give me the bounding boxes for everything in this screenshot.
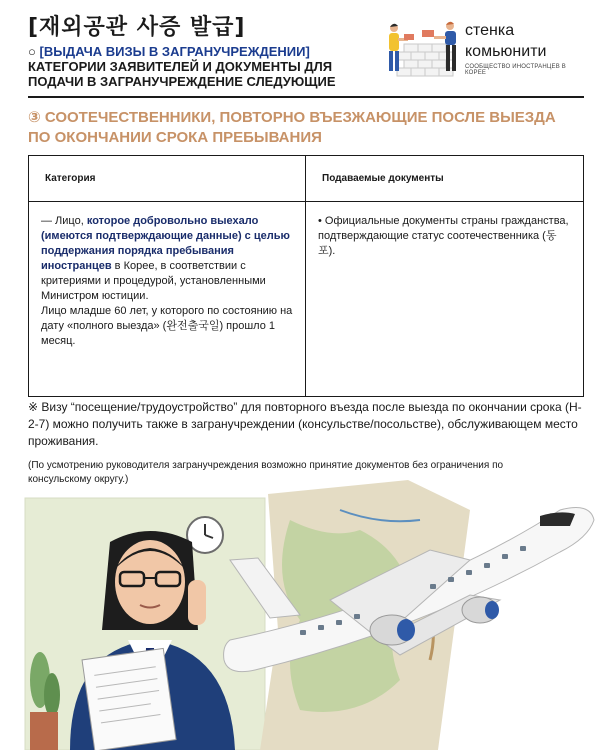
note-secondary: (По усмотрению руководителя загранучреждения возможно принятие документов без ограничения по консульскому округу.) <box>28 460 504 485</box>
logo <box>382 14 582 84</box>
category-rest: в Корее, в соответствии с критериями и процедурой, установленными Министром юстиции. <box>41 260 266 302</box>
page-subtitle <box>28 44 368 89</box>
category-bold: которое добровольно выехало (имеются подтверждающие данные) с целью поддержания порядка пребывания иностранцев <box>41 215 290 272</box>
logo-name <box>465 20 546 62</box>
note-main: ※ Визу “посещение/трудоустройство” для повторного въезда после выезда по окончании срока (H-2-7) можно получить также в загранучреждении (консульстве/посольстве), обслуживающем место проживания. <box>28 400 582 448</box>
workers-building-wall-icon <box>382 14 462 84</box>
illustration <box>0 480 600 750</box>
table-row <box>29 202 584 397</box>
header-category: Категория <box>29 156 306 202</box>
logo-line-1: стенка <box>465 22 515 39</box>
documents-cell: • Официальные документы страны гражданства, подтверждающие статус соотечественника (동포). <box>306 202 584 397</box>
category-age: Лицо младше 60 лет, у которого по состоянию на дату «полного выезда» (완전출국일) прошло 1 месяц. <box>41 305 293 347</box>
subtitle-rest: КАТЕГОРИИ ЗАЯВИТЕЛЕЙ И ДОКУМЕНТЫ ДЛЯ ПОДАЧИ В ЗАГРАНУЧРЕЖДЕНИЕ СЛЕДУЮЩИЕ <box>28 59 336 89</box>
logo-line-2: комьюнити <box>465 43 547 60</box>
wall-clock-icon <box>187 517 223 553</box>
subtitle-blue: [ВЫДАЧА ВИЗЫ В ЗАГРАНУЧРЕЖДЕНИИ] <box>39 44 310 59</box>
category-prefix: — Лицо, <box>41 215 87 227</box>
header-divider <box>28 96 584 98</box>
page-title-korean: [재외공관 사증 발급] <box>28 15 246 40</box>
table-header-row <box>29 156 584 202</box>
category-cell <box>29 202 306 397</box>
documents-table <box>28 155 584 397</box>
section-title: ③ СООТЕЧЕСТВЕННИКИ, ПОВТОРНО ВЪЕЗЖАЮЩИЕ ПОСЛЕ ВЫЕЗДА ПО ОКОНЧАНИИ СРОКА ПРЕБЫВАНИЯ <box>28 109 556 146</box>
subtitle-bullet: ○ <box>28 44 36 59</box>
logo-tagline: СООБЩЕСТВО ИНОСТРАНЦЕВ В КОРЕЕ <box>465 64 566 76</box>
header-documents: Подаваемые документы <box>306 156 584 202</box>
